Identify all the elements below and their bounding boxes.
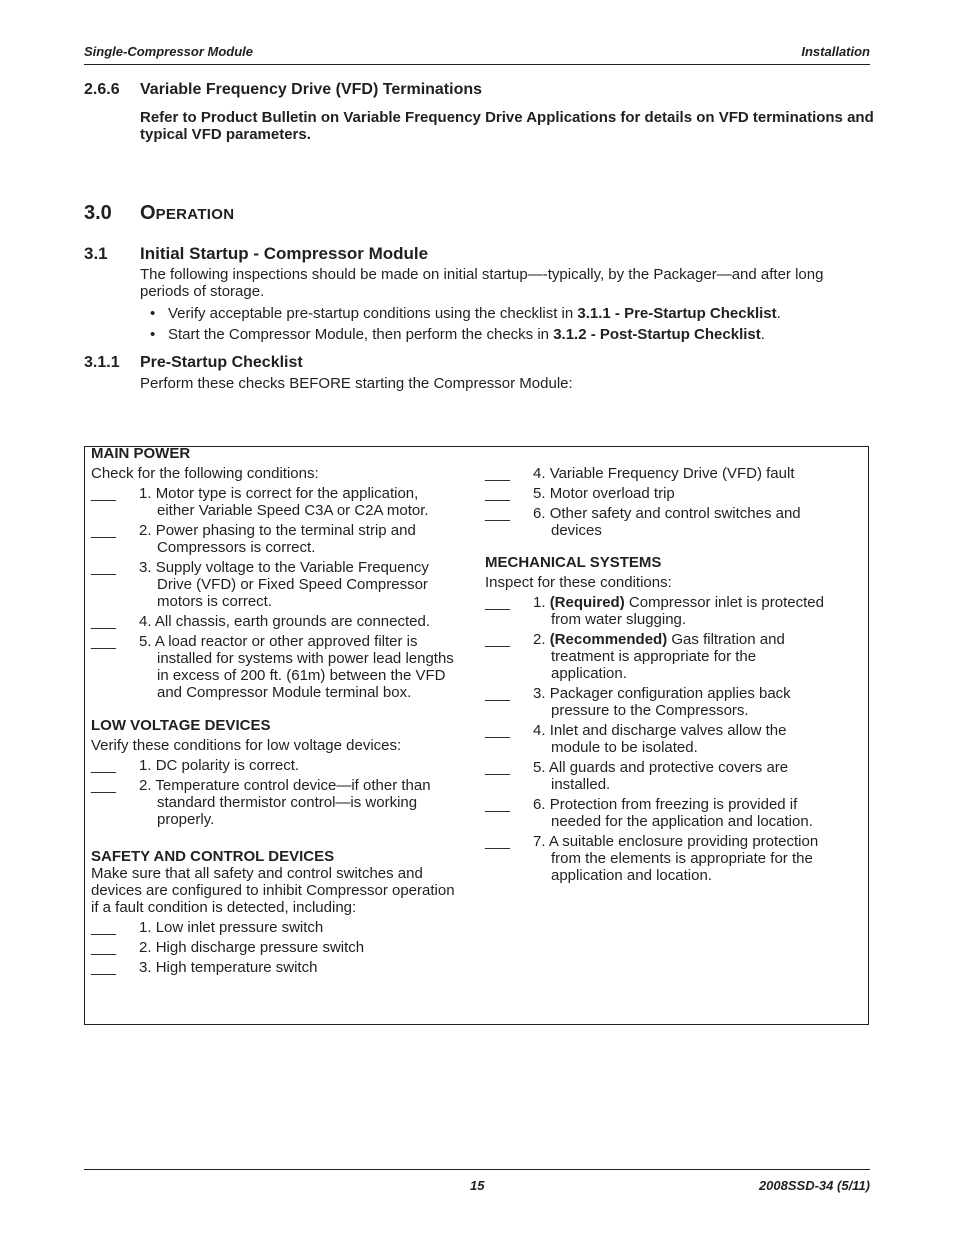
item-text: Packager configuration applies back pressure to the Compressors.: [549, 685, 791, 719]
checklist-item: [91, 559, 456, 610]
bullet-text: Start the Compressor Module, then perform the checks in: [168, 326, 554, 343]
section-31-intro: The following inspections should be made on initial startup—-typically, by the Packager—and after long periods of storage.: [140, 266, 824, 300]
item-number: 1.: [139, 485, 152, 502]
section-30-title-rest: PERATION: [155, 206, 235, 223]
checklist-item: [485, 505, 830, 539]
check-blank: ___: [485, 465, 511, 482]
item-text: Low inlet pressure switch: [155, 919, 324, 936]
item-text: Gas filtration and treatment is appropriate for the application.: [551, 631, 785, 682]
check-blank: ___: [91, 757, 117, 774]
section-30-heading: [84, 202, 234, 225]
item-number: 5.: [139, 633, 152, 650]
item-text: All chassis, earth grounds are connected.: [154, 613, 431, 630]
item-text: Inlet and discharge valves allow the module to be isolated.: [549, 722, 787, 756]
item-number: 4.: [139, 613, 152, 630]
item-text: Variable Frequency Drive (VFD) fault: [549, 465, 795, 482]
item-number: 2.: [139, 522, 152, 539]
checklist-item: [485, 833, 830, 884]
page-number: 15: [470, 1178, 485, 1193]
section-30-number: 3.0: [84, 202, 112, 224]
check-blank: ___: [91, 919, 117, 936]
item-text: Power phasing to the terminal strip and Compressors is correct.: [155, 522, 416, 556]
check-blank: ___: [91, 777, 117, 794]
check-blank: ___: [91, 522, 117, 539]
item-number: 5.: [533, 485, 546, 502]
section-266-text: Refer to Product Bulletin on Variable Frequency Drive Applications for details on VFD terminations and typical VFD parameters.: [140, 109, 874, 143]
item-number: 3.: [139, 959, 152, 976]
safety-intro: Make sure that all safety and control switches and devices are configured to inhibit Compressor operation if a fault condition is detected, including:: [91, 865, 455, 916]
check-blank: ___: [91, 959, 117, 976]
main-power-title: MAIN POWER: [91, 445, 191, 462]
checklist-item: [485, 759, 830, 793]
check-blank: ___: [485, 631, 511, 648]
item-number: 6.: [533, 505, 546, 522]
item-number: 5.: [533, 759, 546, 776]
check-blank: ___: [91, 939, 117, 956]
check-blank: ___: [485, 485, 511, 502]
checklist-item: [91, 485, 456, 519]
mechanical-title: MECHANICAL SYSTEMS: [485, 554, 662, 571]
footer-rule: [84, 1169, 870, 1170]
item-text: Protection from freezing is provided if needed for the application and location.: [549, 796, 813, 830]
check-blank: ___: [485, 685, 511, 702]
safety-title: SAFETY AND CONTROL DEVICES: [91, 848, 335, 865]
item-text: Motor overload trip: [549, 485, 675, 502]
section-311-number: 3.1.1: [84, 354, 120, 371]
checklist-item: [485, 465, 830, 482]
section-31-title: Initial Startup - Compressor Module: [140, 244, 429, 263]
checklist-item: [485, 685, 830, 719]
checklist-item: [91, 939, 456, 956]
bullet-text-end: .: [776, 305, 781, 322]
document-number: 2008SSD-34 (5/11): [758, 1178, 870, 1193]
item-number: 2.: [139, 777, 152, 794]
main-power-intro: Check for the following conditions:: [91, 465, 319, 482]
checklist-left-column: [91, 445, 456, 976]
low-voltage-intro: Verify these conditions for low voltage devices:: [91, 737, 402, 754]
item-text: A suitable enclosure providing protection from the elements is appropriate for the application and location.: [548, 833, 819, 884]
mechanical-intro: Inspect for these conditions:: [485, 574, 672, 591]
item-text: Other safety and control switches and devices: [549, 505, 801, 539]
item-text: High discharge pressure switch: [155, 939, 365, 956]
bullet-text-end: .: [760, 326, 765, 343]
check-blank: ___: [91, 613, 117, 630]
check-blank: ___: [485, 722, 511, 739]
section-266-heading: [84, 81, 482, 99]
checklist-item: [485, 594, 830, 628]
checklist-item: [91, 919, 456, 936]
bullet-item: [140, 326, 870, 343]
item-number: 2.: [139, 939, 152, 956]
section-266-title: Variable Frequency Drive (VFD) Terminations: [140, 81, 483, 98]
section-31-heading: [84, 244, 428, 264]
section-266-number: 2.6.6: [84, 81, 120, 98]
item-number: 1.: [533, 594, 546, 611]
checklist-item: [485, 485, 830, 502]
header-rule: [84, 64, 870, 65]
item-number: 2.: [533, 631, 546, 648]
checklist-item: [485, 796, 830, 830]
item-number: 6.: [533, 796, 546, 813]
bullet-text: Verify acceptable pre-startup conditions using the checklist in: [168, 305, 578, 322]
check-blank: ___: [485, 833, 511, 850]
check-blank: ___: [485, 759, 511, 776]
item-number: 7.: [533, 833, 546, 850]
item-number: 3.: [533, 685, 546, 702]
section-31-bullets: [140, 305, 870, 347]
check-blank: ___: [485, 594, 511, 611]
item-text: High temperature switch: [155, 959, 318, 976]
checklist-right-column: [485, 462, 830, 884]
checklist-item: [91, 757, 456, 774]
checklist-item: [91, 613, 456, 630]
item-number: 1.: [139, 919, 152, 936]
checklist-item: [91, 777, 456, 828]
section-30-first-letter: O: [140, 202, 156, 224]
item-emphasis: (Required): [549, 594, 625, 611]
section-311-intro: Perform these checks BEFORE starting the Compressor Module:: [140, 375, 573, 392]
section-311-heading: [84, 354, 303, 372]
bullet-item: [140, 305, 870, 322]
section-311-title: Pre-Startup Checklist: [140, 354, 303, 371]
header-right: Installation: [801, 44, 870, 59]
item-text: All guards and protective covers are installed.: [548, 759, 789, 793]
low-voltage-title: LOW VOLTAGE DEVICES: [91, 717, 271, 734]
checklist-item: [91, 633, 456, 701]
check-blank: ___: [91, 559, 117, 576]
item-text: Compressor inlet is protected from water slugging.: [551, 594, 824, 628]
check-blank: ___: [485, 505, 511, 522]
item-text: Temperature control device—if other than standard thermistor control—is working properly.: [155, 777, 431, 828]
bullet-reference: 3.1.1 - Pre-Startup Checklist: [577, 305, 777, 322]
item-emphasis: (Recommended): [549, 631, 668, 648]
section-31-number: 3.1: [84, 244, 108, 263]
check-blank: ___: [91, 633, 117, 650]
item-text: DC polarity is correct.: [155, 757, 300, 774]
item-text: A load reactor or other approved filter is installed for systems with power lead lengths in excess of 200 ft. (61m) between the VFD and Compressor Module terminal box.: [154, 633, 454, 701]
check-blank: ___: [91, 485, 117, 502]
item-text: Supply voltage to the Variable Frequency Drive (VFD) or Fixed Speed Compressor motors is correct.: [155, 559, 429, 610]
bullet-reference: 3.1.2 - Post-Startup Checklist: [553, 326, 761, 343]
item-number: 1.: [139, 757, 152, 774]
item-number: 3.: [139, 559, 152, 576]
checklist-item: [91, 522, 456, 556]
check-blank: ___: [485, 796, 511, 813]
checklist-item: [91, 959, 456, 976]
checklist-item: [485, 722, 830, 756]
item-number: 4.: [533, 722, 546, 739]
checklist-item: [485, 631, 830, 682]
item-text: Motor type is correct for the application, either Variable Speed C3A or C2A motor.: [155, 485, 429, 519]
item-number: 4.: [533, 465, 546, 482]
header-left: Single-Compressor Module: [84, 44, 254, 59]
